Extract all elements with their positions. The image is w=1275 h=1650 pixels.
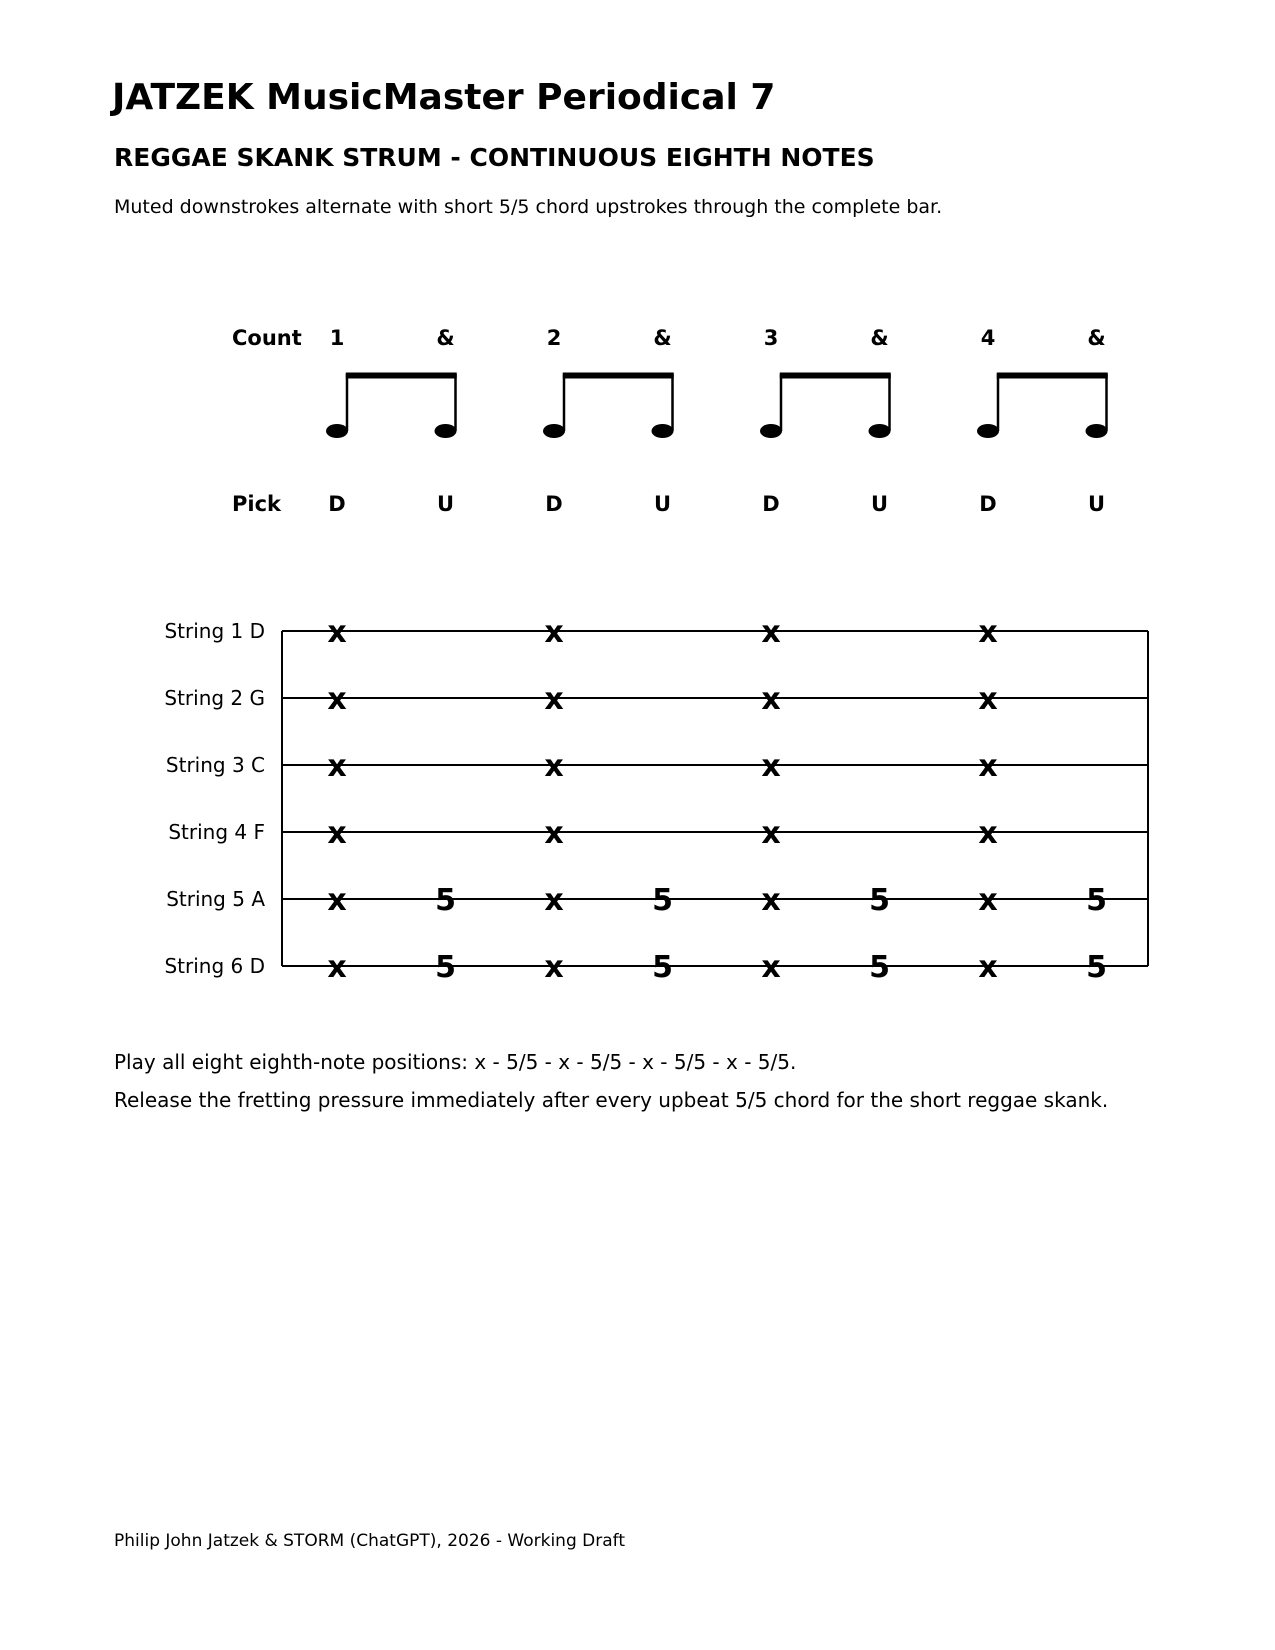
notehead: [869, 424, 891, 438]
instruction-line-1: Play all eight eighth-note positions: x - 5/5 - x - 5/5 - x - 5/5 - x - 5/5.: [114, 1050, 797, 1074]
count-7: 4: [980, 326, 996, 350]
muted-note: x: [761, 615, 781, 650]
muted-note: x: [327, 682, 347, 717]
notehead: [543, 424, 565, 438]
muted-note: x: [761, 883, 781, 918]
eighth-note-pair: [977, 374, 1108, 438]
string-label: String 3 C: [165, 753, 265, 777]
muted-note: x: [544, 950, 564, 985]
pick-5: D: [762, 492, 780, 516]
muted-note: x: [761, 682, 781, 717]
page-subtitle: REGGAE SKANK STRUM - CONTINUOUS EIGHTH NOTES: [114, 143, 875, 172]
pick-1: D: [328, 492, 346, 516]
fret-number: 5: [869, 883, 890, 918]
count-2: &: [436, 326, 455, 350]
pick-7: D: [979, 492, 997, 516]
pick-8: U: [1087, 492, 1106, 516]
muted-note: x: [978, 816, 998, 851]
pick-6: U: [870, 492, 889, 516]
notehead: [435, 424, 457, 438]
muted-note: x: [978, 883, 998, 918]
fret-number: 5: [435, 950, 456, 985]
notehead: [977, 424, 999, 438]
fret-number: 5: [1086, 883, 1107, 918]
notehead: [326, 424, 348, 438]
pick-label: Pick: [232, 492, 282, 516]
fret-number: 5: [869, 950, 890, 985]
count-6: &: [870, 326, 889, 350]
muted-note: x: [761, 950, 781, 985]
fret-number: 5: [435, 883, 456, 918]
muted-note: x: [978, 682, 998, 717]
string-label: String 4 F: [168, 820, 265, 844]
muted-note: x: [327, 615, 347, 650]
page-title: JATZEK MusicMaster Periodical 7: [112, 77, 776, 118]
description: Muted downstrokes alternate with short 5/5 chord upstrokes through the complete bar.: [114, 196, 943, 218]
muted-note: x: [761, 749, 781, 784]
count-8: &: [1087, 326, 1106, 350]
string-label: String 2 G: [164, 686, 265, 710]
count-1: 1: [329, 326, 345, 350]
instruction-line-2: Release the fretting pressure immediately after every upbeat 5/5 chord for the short reggae skank.: [114, 1088, 1109, 1112]
muted-note: x: [544, 615, 564, 650]
footer-credit: Philip John Jatzek & STORM (ChatGPT), 2026 - Working Draft: [114, 1531, 625, 1551]
muted-note: x: [327, 883, 347, 918]
muted-note: x: [327, 749, 347, 784]
muted-note: x: [978, 749, 998, 784]
muted-note: x: [978, 950, 998, 985]
eighth-note-pair: [760, 374, 891, 438]
string-label: String 5 A: [166, 887, 265, 911]
muted-note: x: [544, 816, 564, 851]
muted-note: x: [544, 682, 564, 717]
eighth-note-pair: [543, 374, 674, 438]
notehead: [652, 424, 674, 438]
muted-note: x: [327, 816, 347, 851]
count-3: 2: [546, 326, 562, 350]
eighth-note-pair: [326, 374, 457, 438]
fret-number: 5: [1086, 950, 1107, 985]
fret-number: 5: [652, 883, 673, 918]
string-label: String 6 D: [164, 954, 265, 978]
count-4: &: [653, 326, 672, 350]
count-label: Count: [232, 326, 302, 350]
rhythm-row: [326, 326, 1108, 516]
muted-note: x: [978, 615, 998, 650]
muted-note: x: [761, 816, 781, 851]
muted-note: x: [544, 749, 564, 784]
muted-note: x: [544, 883, 564, 918]
string-label: String 1 D: [164, 619, 265, 643]
fret-number: 5: [652, 950, 673, 985]
pick-2: U: [436, 492, 455, 516]
notehead: [760, 424, 782, 438]
pick-4: U: [653, 492, 672, 516]
pick-3: D: [545, 492, 563, 516]
count-5: 3: [763, 326, 779, 350]
notehead: [1086, 424, 1108, 438]
tablature: [164, 615, 1148, 985]
muted-note: x: [327, 950, 347, 985]
